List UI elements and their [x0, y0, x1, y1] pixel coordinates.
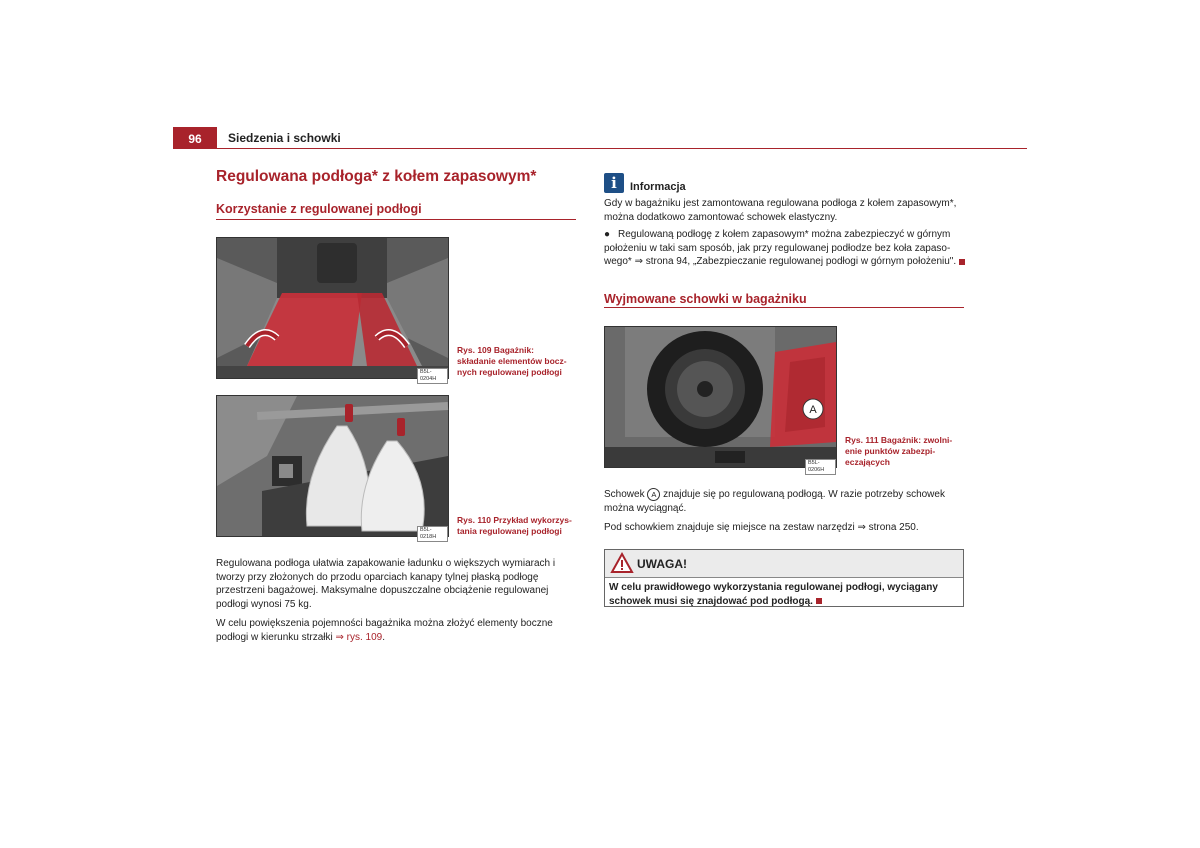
spare-wheel-illustration: [605, 327, 836, 467]
caption-111: Rys. 111 Bagażnik: zwolni- enie punktów zabezpi- eczających: [845, 435, 953, 467]
page-title: Regulowana podłoga* z kołem zapasowym*: [216, 168, 537, 185]
subheading-floor: Korzystanie z regulowanej podłogi: [216, 202, 422, 216]
marker-a-icon: A: [647, 488, 660, 501]
figure-code: B5L-0218H: [417, 526, 448, 542]
caption-109: Rys. 109 Bagażnik: składanie elementów bocz- nych regulowanej podłogi: [457, 345, 567, 377]
figure-code: B5L-0204H: [417, 368, 448, 384]
subheading-storage: Wyjmowane schowki w bagażniku: [604, 292, 807, 306]
subheading-divider: [216, 219, 576, 220]
marker-a-label: A: [809, 404, 817, 416]
page-number: 96: [173, 127, 217, 149]
bullet-icon: ●: [604, 229, 611, 241]
section-title: Siedzenia i schowki: [228, 131, 341, 145]
paragraph-tools: Pod schowkiem znajduje się miejsce na zestaw narzędzi ⇒ strona 250.: [604, 522, 919, 534]
paragraph-folding: W celu powiększenia pojemności bagażnika można złożyć elementy boczne podłogi w kierunku strzałki ⇒ rys. 109.: [216, 618, 553, 643]
info-icon: i: [604, 173, 624, 193]
warning-text: W celu prawidłowego wykorzystania regulowanej podłogi, wyciągany schowek musi się znajdować pod podłogą.: [609, 582, 938, 607]
figure-reference-link[interactable]: ⇒ rys. 109: [335, 631, 383, 643]
warning-triangle-icon: [611, 553, 633, 573]
warning-title: UWAGA!: [637, 557, 687, 571]
figure-111: [604, 326, 837, 473]
trunk-folding-illustration: [217, 238, 448, 378]
end-marker-icon: [959, 259, 965, 265]
warning-header: [605, 550, 963, 578]
paragraph-floor-description: Regulowana podłoga ułatwia zapakowanie ładunku o większych wymiarach i tworzy przy złożonych do przodu oparciach kanapy tylnej płaską podłogę przestrzeni bagażowej. Maksymalne dopuszczalne obciążenie regulowanej podłogi wynosi 75 kg.: [216, 558, 556, 610]
caption-110: Rys. 110 Przykład wykorzys- tania regulowanej podłogi: [457, 515, 572, 536]
paragraph-storage: Schowek A znajduje się po regulowaną podłogą. W razie potrzeby schowek można wyciągnąć.: [604, 489, 945, 514]
figure-109: [216, 237, 449, 382]
left-body: [216, 557, 586, 651]
figure-110: [216, 395, 449, 540]
subheading-divider-2: [604, 307, 964, 308]
header-divider: [173, 148, 1027, 149]
figure-code: B5L-0206H: [805, 459, 836, 475]
info-paragraph: Gdy w bagażniku jest zamontowana regulowana podłoga z kołem zapasowym*, można dodatkowo zamontować schowek elastyczny.: [604, 198, 957, 223]
info-title: Informacja: [630, 181, 686, 193]
info-bullet: ● Regulowaną podłogę z kołem zapasowym* można zabezpieczyć w górnym położeniu w taki sam sposób, jak przy regulowanej podłodze bez koła zapaso- wego* ⇒ strona 94, „Zabezpieczanie regulowanej podłogi w górnym położeniu".: [604, 228, 969, 269]
info-body: [604, 197, 969, 269]
right-body: [604, 488, 969, 541]
trunk-bags-illustration: [217, 396, 448, 536]
warning-box: [604, 549, 964, 607]
end-marker-icon: [816, 598, 822, 604]
